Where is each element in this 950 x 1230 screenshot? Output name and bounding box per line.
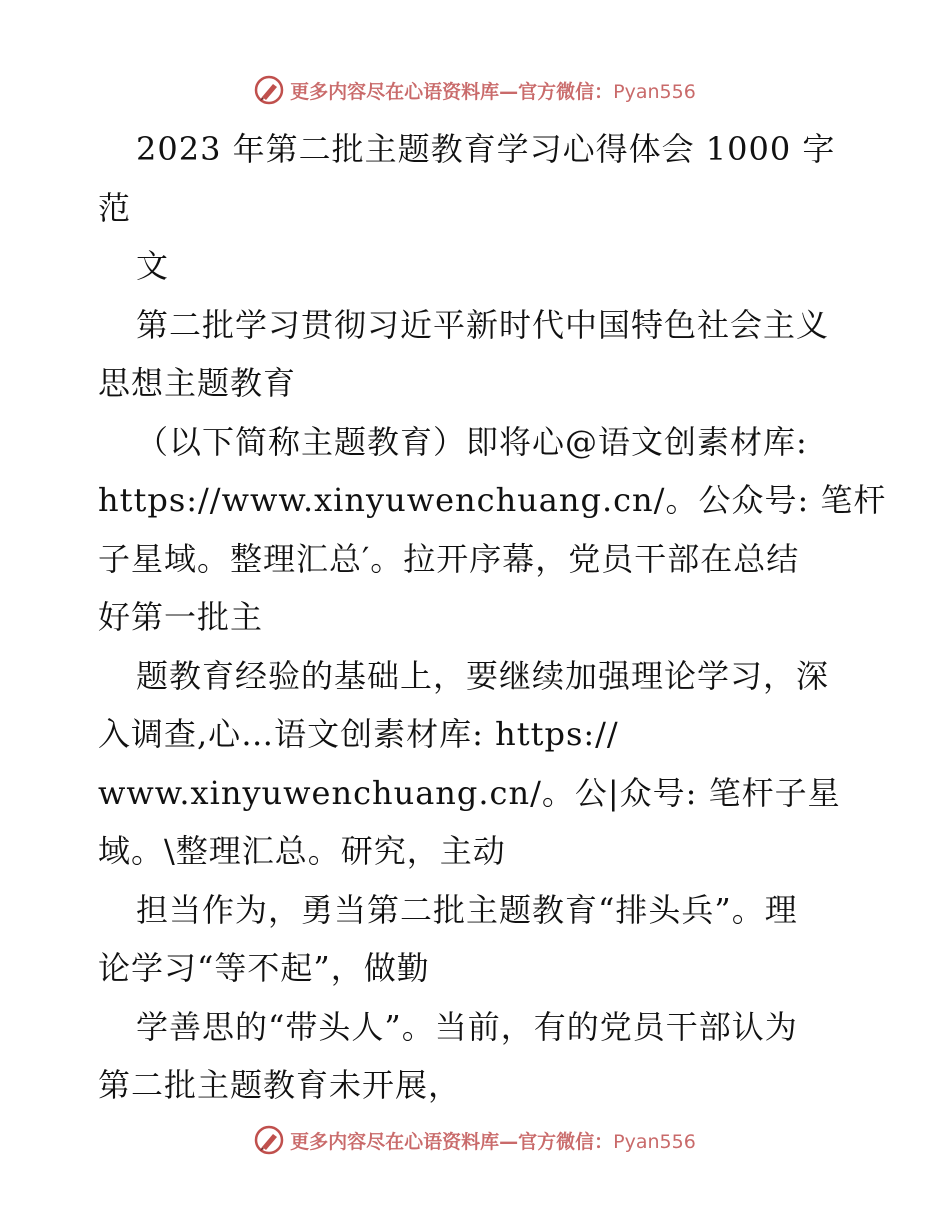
document-body bbox=[98, 120, 887, 1115]
title-line-1: 2023 年第二批主题教育学习心得体会 1000 字 bbox=[136, 130, 836, 168]
pen-logo-icon bbox=[254, 1125, 284, 1155]
title-line-2: 范 bbox=[98, 188, 132, 227]
paragraph-line: 论学习“等不起”，做勤 bbox=[98, 949, 430, 987]
paragraph-line: 子星域。整理汇总′。拉开序幕，党员干部在总结 bbox=[98, 539, 800, 578]
paragraph-line: 第二批主题教育未开展， bbox=[98, 1066, 462, 1104]
paragraph-line: 学善思的“带头人”。当前，有的党员干部认为 bbox=[136, 1007, 798, 1046]
banner-text: 更多内容尽在心语资料库—官方微信：Pyan556 bbox=[290, 1130, 696, 1153]
paragraph-line: 好第一批主 bbox=[98, 598, 264, 636]
banner-text: 更多内容尽在心语资料库—官方微信：Pyan556 bbox=[290, 80, 696, 103]
footer-banner bbox=[0, 1120, 950, 1160]
paragraph-line: https://www.xinyuwenchuang.cn/。公众号: 笔杆 bbox=[98, 481, 887, 519]
paragraph-line: 思想主题教育 bbox=[98, 364, 297, 402]
paragraph-line: 域。\整理汇总。研究，主动 bbox=[98, 832, 506, 870]
pen-logo-icon bbox=[254, 75, 284, 105]
paragraph-line: （以下简称主题教育）即将心@语文创素材库: bbox=[136, 422, 808, 461]
header-banner bbox=[0, 70, 950, 110]
banner-wechat-id: Pyan556 bbox=[613, 1130, 696, 1153]
paragraph-line: 题教育经验的基础上，要继续加强理论学习，深 bbox=[136, 656, 830, 695]
banner-wechat-id: Pyan556 bbox=[613, 80, 696, 103]
paragraph-line: 第二批学习贯彻习近平新时代中国特色社会主义 bbox=[136, 305, 830, 344]
title-line-3: 文 bbox=[136, 247, 170, 285]
paragraph-line: www.xinyuwenchuang.cn/。公|众号: 笔杆子星 bbox=[98, 773, 841, 812]
paragraph-line: 担当作为，勇当第二批主题教育“排头兵”。理 bbox=[136, 890, 798, 929]
paragraph-line: 入调查,心…语文创素材库: https:// bbox=[98, 715, 619, 753]
